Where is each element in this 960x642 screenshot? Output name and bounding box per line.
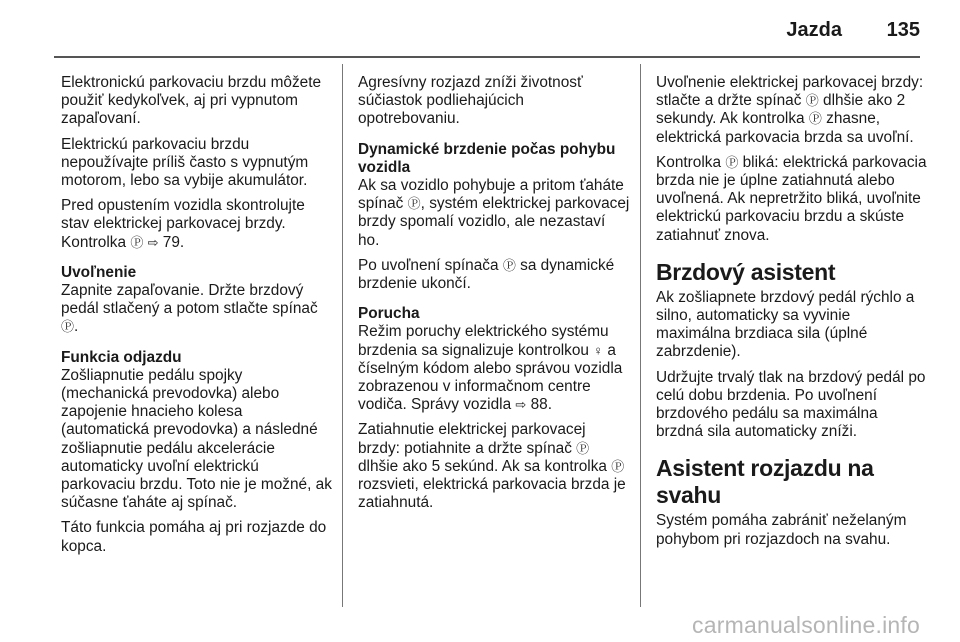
paragraph: Po uvoľnení spínača Ⓟ sa dynamické brzdenie ukončí.	[358, 256, 615, 293]
column-divider-1	[342, 64, 343, 607]
page-header	[0, 0, 960, 50]
parking-brake-icon: Ⓟ	[805, 93, 819, 109]
paragraph: Režim poruchy elektrického systému brzdenia sa signalizuje kontrolkou ♀ a číselným kódom alebo správou vozidla zobrazenou v informačnom centre vodiča. Správy vozidla ⇨ 88.	[358, 323, 623, 414]
paragraph: Zapnite zapaľovanie. Držte brzdový pedál stlačený a potom stlačte spínač Ⓟ.	[61, 282, 318, 336]
fault-warning-icon: ♀	[593, 342, 604, 358]
paragraph: Ak sa vozidlo pohybuje a pritom ťaháte spínač Ⓟ, systém elektrickej parkovacej brzdy spomalí vozidlo, ale nezastaví ho.	[358, 177, 630, 249]
text-column-1	[61, 74, 333, 563]
paragraph: Uvoľnenie elektrickej parkovacej brzdy: stlačte a držte spínač Ⓟ dlhšie ako 2 sekundy. Ak kontrolka Ⓟ zhasne, elektrická parkovacia brzda sa uvoľní.	[656, 74, 924, 146]
section-title: Jazda	[786, 19, 842, 41]
paragraph: Zošliapnutie pedálu spojky (mechanická prevodovka) alebo zapojenie hnacieho kolesa (automatická prevodovka) a následné zošliapnutie pedálu akcelerácie automaticky uvoľní elektrickú parkovaciu brzdu. Toto nie je možné, ak súčasne ťaháte aj spínač.	[61, 366, 332, 512]
subheading-dynamic-braking: Dynamické brzdenie počas pohybu vozidla	[358, 140, 616, 176]
paragraph: Ak zošliapnete brzdový pedál rýchlo a silno, automaticky sa vyvinie maximálna brzdiaca sila (úplné zabrzdenie).	[656, 288, 915, 361]
subheading-fault: Porucha	[358, 305, 420, 323]
paragraph: Elektrickú parkovaciu brzdu nepoužívajte príliš často s vypnutým motorom, lebo sa vybije akumulátor.	[61, 135, 309, 190]
paragraph: Systém pomáha zabrániť neželaným pohybom pri rozjazdoch na svahu.	[656, 512, 907, 548]
parking-brake-icon: Ⓟ	[725, 154, 739, 170]
paragraph: Elektronickú parkovaciu brzdu môžete použiť kedykoľvek, aj pri vypnutom zapaľovaní.	[61, 74, 322, 128]
parking-brake-icon: Ⓟ	[611, 458, 625, 474]
page-reference: 79.	[162, 233, 185, 251]
paragraph: Pred opustením vozidla skontrolujte stav elektrickej parkovacej brzdy. Kontrolka Ⓟ ⇨ 79.	[61, 197, 305, 251]
paragraph: Táto funkcia pomáha aj pri rozjazde do kopca.	[61, 519, 327, 555]
heading-brake-assist: Brzdový asistent	[656, 258, 836, 285]
paragraph: Udržujte trvalý tlak na brzdový pedál po celú dobu brzdenia. Po uvoľnení brzdového pedálu sa maximálna brzdná sila automaticky zníži.	[656, 368, 926, 441]
page-number: 135	[886, 19, 920, 41]
parking-brake-icon: Ⓟ	[61, 319, 75, 335]
page-reference-arrow-icon: ⇨	[515, 397, 527, 413]
header-divider	[54, 56, 920, 58]
page-reference-arrow-icon: ⇨	[147, 234, 159, 250]
parking-brake-icon: Ⓟ	[130, 234, 144, 250]
watermark: carmanualsonline.info	[692, 612, 920, 638]
subheading-drive-away: Funkcia odjazdu	[61, 348, 182, 366]
page-reference: 88.	[530, 396, 552, 414]
text-column-3	[656, 74, 928, 556]
paragraph: Kontrolka Ⓟ bliká: elektrická parkovacia brzda nie je úplne zatiahnutá alebo uvoľnená. Ak nepretržito bliká, uvoľnite elektrickú parkovaciu brzdu a skúste zatiahnuť znova.	[656, 153, 927, 244]
heading-hill-start-assist: Asistent rozjazdu na svahu	[656, 455, 874, 509]
parking-brake-icon: Ⓟ	[808, 111, 822, 127]
parking-brake-icon: Ⓟ	[576, 440, 590, 456]
subheading-release: Uvoľnenie	[61, 263, 137, 281]
column-divider-2	[640, 64, 641, 607]
parking-brake-icon: Ⓟ	[407, 196, 421, 212]
paragraph: Zatiahnutie elektrickej parkovacej brzdy: potiahnite a držte spínač Ⓟ dlhšie ako 5 sekúnd. Ak sa kontrolka Ⓟ rozsvieti, elektrická parkovacia brzda je zatiahnutá.	[358, 421, 626, 512]
parking-brake-icon: Ⓟ	[502, 257, 516, 273]
text-column-2	[358, 74, 630, 519]
paragraph: Agresívny rozjazd zníži životnosť súčiastok podliehajúcich opotrebovaniu.	[358, 74, 583, 128]
